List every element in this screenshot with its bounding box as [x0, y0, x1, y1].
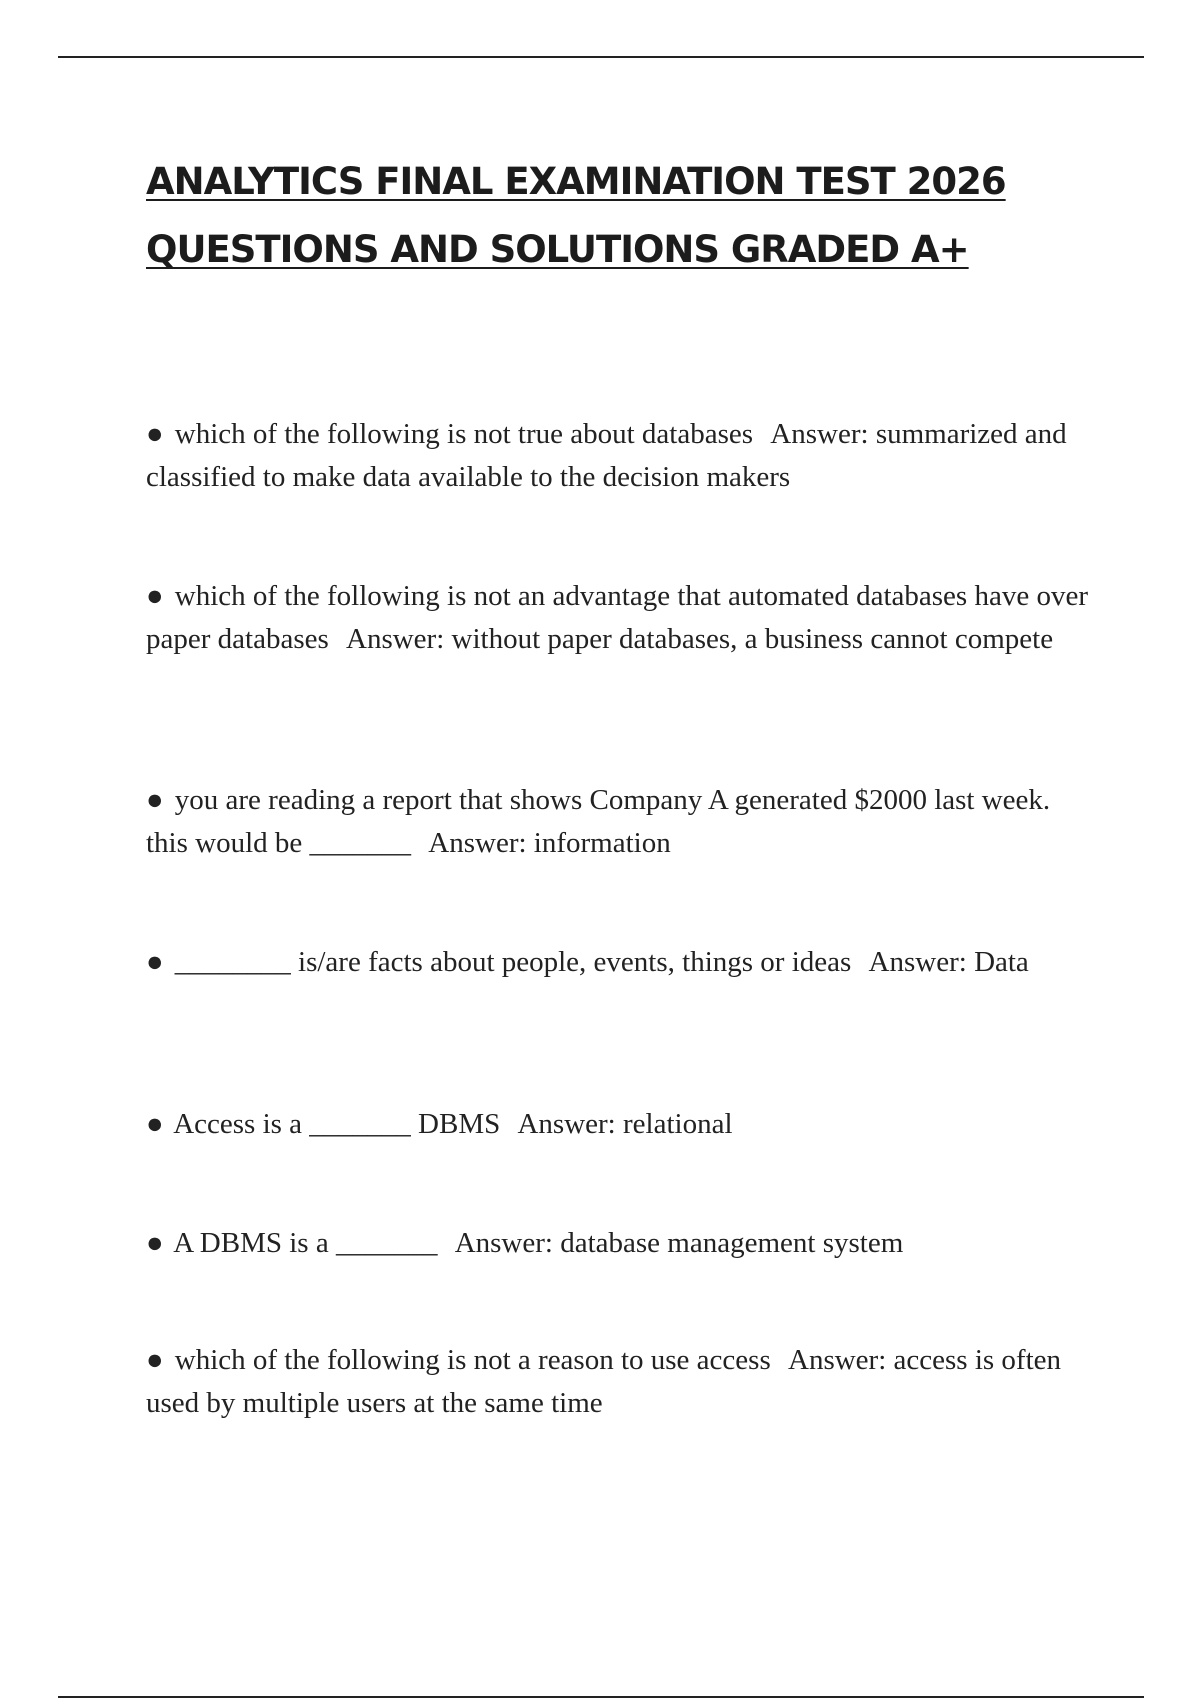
answer-label: Answer:: [770, 418, 869, 450]
title-line-2: QUESTIONS AND SOLUTIONS GRADED A+: [146, 228, 969, 271]
answer-label: Answer:: [346, 623, 445, 655]
bullet-icon: ●: [146, 1227, 164, 1259]
qa-item-1: [146, 413, 1096, 499]
answer-text: database management system: [560, 1227, 904, 1259]
question-text: Access is a _______ DBMS: [173, 1108, 501, 1140]
question-text: which of the following is not true about databases: [174, 418, 754, 450]
question-text: ________ is/are facts about people, events, things or ideas: [174, 946, 852, 978]
qa-item-6: [146, 1222, 1096, 1265]
bullet-icon: ●: [146, 784, 164, 816]
answer-text: access is often used by multiple users at the same time: [146, 1344, 1062, 1419]
top-rule: [58, 56, 1144, 58]
answer-text: summarized and classified to make data available to the decision makers: [146, 418, 1067, 493]
qa-item-2: [146, 575, 1096, 661]
answer-label: Answer:: [454, 1227, 553, 1259]
title-line-1: ANALYTICS FINAL EXAMINATION TEST 2026: [146, 160, 1006, 203]
answer-label: Answer:: [517, 1108, 616, 1140]
qa-item-7: [146, 1339, 1096, 1425]
question-text: you are reading a report that shows Company A generated $2000 last week. this would be _______: [146, 784, 1051, 859]
question-text: which of the following is not an advantage that automated databases have over paper databases: [146, 580, 1088, 655]
bullet-icon: ●: [146, 418, 164, 450]
answer-text: without paper databases, a business cannot compete: [451, 623, 1054, 655]
qa-item-4: [146, 941, 1096, 984]
answer-text: information: [533, 827, 671, 859]
answer-label: Answer:: [428, 827, 527, 859]
qa-item-3: [146, 779, 1096, 865]
answer-text: relational: [623, 1108, 733, 1140]
bullet-icon: ●: [146, 946, 164, 978]
answer-label: Answer:: [788, 1344, 887, 1376]
question-text: A DBMS is a _______: [173, 1227, 438, 1259]
question-text: which of the following is not a reason to use access: [174, 1344, 771, 1376]
answer-label: Answer:: [868, 946, 967, 978]
bullet-icon: ●: [146, 1108, 164, 1140]
qa-item-5: [146, 1103, 1096, 1146]
answer-text: Data: [974, 946, 1029, 978]
bullet-icon: ●: [146, 580, 164, 612]
document-title: [146, 148, 1106, 284]
bottom-rule: [58, 1696, 1144, 1698]
bullet-icon: ●: [146, 1344, 164, 1376]
